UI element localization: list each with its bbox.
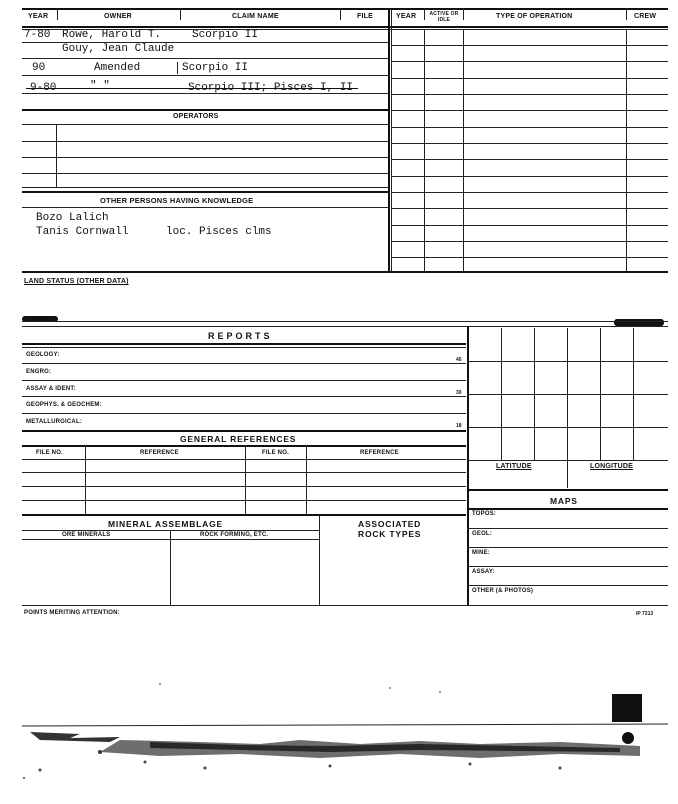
maps-title: MAPS bbox=[550, 496, 578, 506]
associated-label: ASSOCIATED bbox=[358, 519, 422, 529]
report-num: 30 bbox=[456, 390, 462, 396]
person-note: loc. Pisces clms bbox=[166, 226, 272, 238]
header-crew: CREW bbox=[634, 13, 657, 20]
ownership-claim: Scorpio III; Pisces I, II bbox=[188, 82, 354, 94]
ownership-owner: " " bbox=[90, 80, 110, 92]
header-file: FILE bbox=[357, 13, 373, 20]
header-claim-name: CLAIM NAME bbox=[232, 13, 279, 20]
ownership-claim: Scorpio II bbox=[192, 29, 259, 41]
ore-minerals-label: ORE MINERALS bbox=[62, 532, 111, 538]
latitude-label: LATITUDE bbox=[496, 463, 532, 470]
map-row-label: MINE: bbox=[472, 550, 490, 556]
report-label: GEOLOGY: bbox=[26, 352, 60, 358]
longitude-label: LONGITUDE bbox=[590, 463, 634, 470]
person-name: Tanis Cornwall bbox=[36, 226, 129, 238]
ownership-owner: Rowe, Harold T. bbox=[62, 29, 162, 41]
ownership-owner: Amended bbox=[94, 62, 141, 74]
map-row-label: GEOL: bbox=[472, 531, 492, 537]
operators-heading: OPERATORS bbox=[173, 113, 219, 120]
col-reference: REFERENCE bbox=[140, 450, 179, 456]
report-label: GEOPHYS. & GEOCHEM: bbox=[26, 402, 102, 408]
header-year-2: YEAR bbox=[396, 13, 417, 20]
map-row-label: OTHER (& PHOTOS) bbox=[472, 588, 534, 594]
general-references-title: GENERAL REFERENCES bbox=[180, 434, 297, 444]
map-row-label: ASSAY: bbox=[472, 569, 495, 575]
reports-title: REPORTS bbox=[208, 331, 273, 341]
rock-forming-label: ROCK FORMING, ETC. bbox=[200, 532, 269, 538]
header-active-or-idle: ACTIVE OR IDLE bbox=[429, 11, 459, 23]
report-label: ASSAY & IDENT: bbox=[26, 386, 76, 392]
report-label: METALLURGICAL: bbox=[26, 419, 83, 425]
col-file-no: FILE NO. bbox=[36, 450, 63, 456]
person-name: Bozo Lalich bbox=[36, 212, 109, 224]
col-reference-2: REFERENCE bbox=[360, 450, 399, 456]
header-year: YEAR bbox=[28, 13, 49, 20]
ownership-year: 90 bbox=[32, 62, 46, 74]
report-label: ENGRG: bbox=[26, 369, 52, 375]
map-row-label: TOPOS: bbox=[472, 511, 497, 517]
land-status-heading: LAND STATUS (OTHER DATA) bbox=[24, 278, 129, 285]
col-file-no-2: FILE NO. bbox=[262, 450, 289, 456]
header-type-of-operation: TYPE OF OPERATION bbox=[496, 13, 573, 20]
ownership-claim: Scorpio II bbox=[182, 62, 249, 74]
report-num: 40 bbox=[456, 357, 462, 363]
report-num: 18 bbox=[456, 423, 462, 429]
other-persons-heading: OTHER PERSONS HAVING KNOWLEDGE bbox=[100, 196, 254, 205]
header-owner: OWNER bbox=[104, 13, 132, 20]
scan-noise bbox=[0, 680, 678, 804]
strike-line bbox=[26, 88, 358, 89]
form-number: IP 7313 bbox=[636, 611, 654, 617]
ownership-owner: Gouy, Jean Claude bbox=[62, 43, 175, 55]
ownership-year: 7-80 bbox=[24, 29, 51, 41]
mineral-assemblage-title: MINERAL ASSEMBLAGE bbox=[108, 519, 223, 529]
rock-types-label: ROCK TYPES bbox=[358, 529, 422, 539]
points-meriting-attention: POINTS MERITING ATTENTION: bbox=[24, 610, 120, 616]
ownership-year: 9-80 bbox=[30, 82, 57, 94]
